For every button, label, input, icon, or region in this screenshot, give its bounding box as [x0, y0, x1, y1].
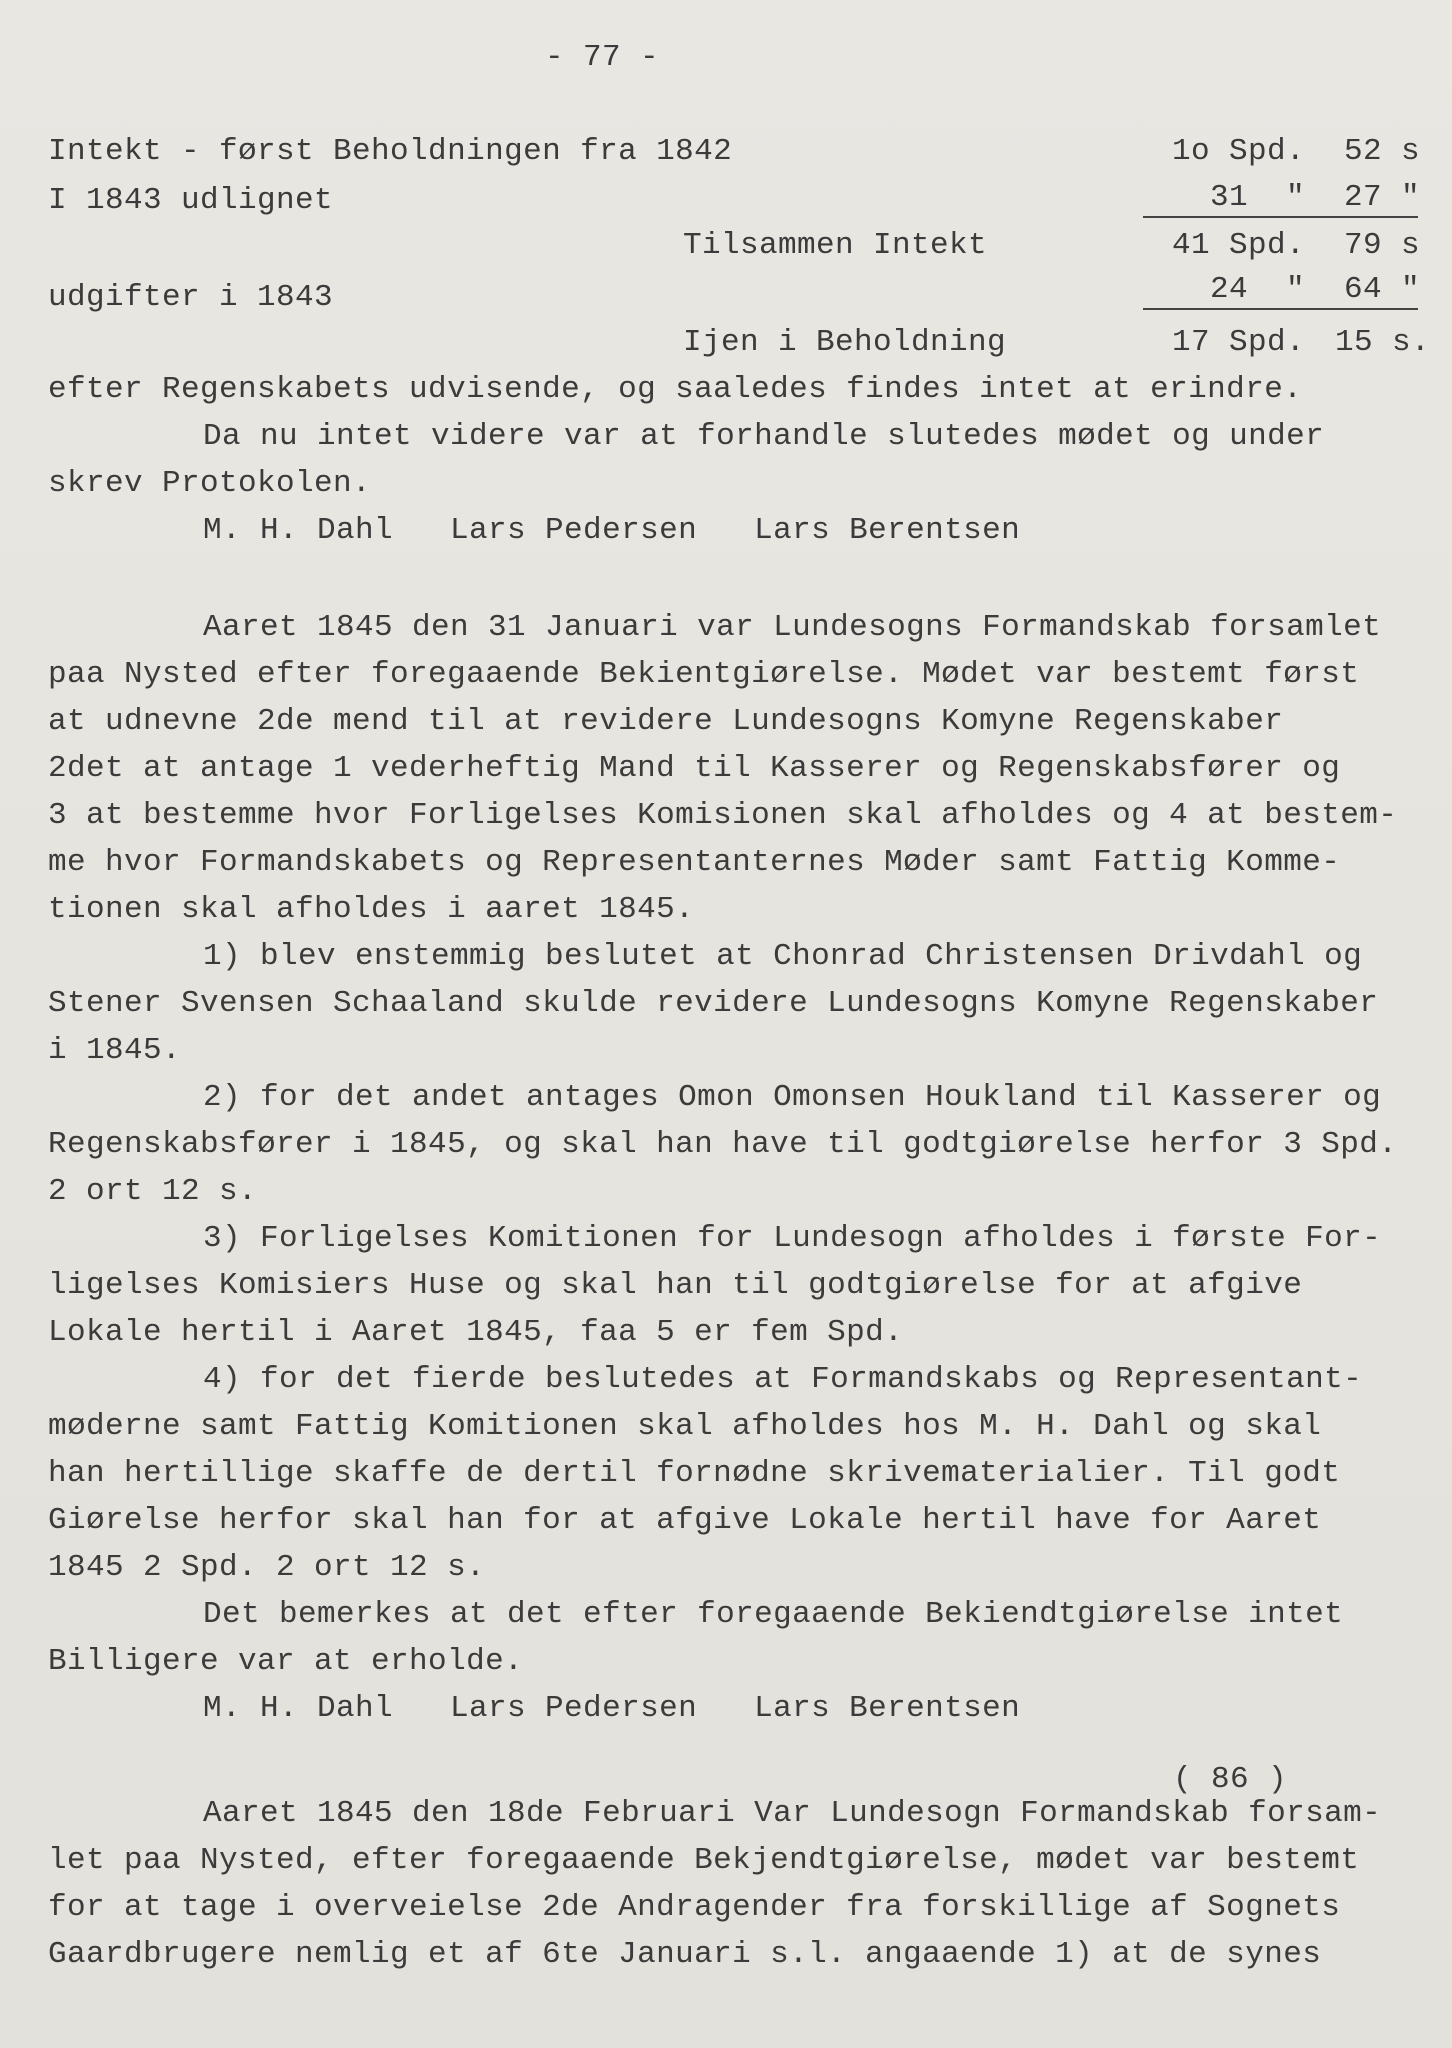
text-line: Stener Svensen Schaaland skulde revidere Lundesogns Komyne Regenskaber — [48, 986, 1379, 1021]
text-line: Lokale hertil i Aaret 1845, faa 5 er fem Spd. — [48, 1315, 904, 1350]
text-line: 1) blev enstemmig beslutet at Chonrad Christensen Drivdahl og — [203, 939, 1363, 974]
account-spd-beholdning: 1o Spd. — [1171, 134, 1305, 169]
text-line: Det bemerkes at det efter foregaaende Bekiendtgiørelse intet — [203, 1597, 1344, 1632]
text-line: Giørelse herfor skal han for at afgive Lokale hertil have for Aaret — [48, 1503, 1322, 1538]
signature-line: M. H. Dahl Lars Pedersen Lars Berentsen — [203, 1691, 1021, 1726]
text-line: han hertillige skaffe de dertil fornødne skrivematerialier. Til godt — [48, 1456, 1341, 1491]
text-line: 4) for det fierde beslutedes at Formandskabs og Representant- — [203, 1362, 1363, 1397]
account-label-udgifter: udgifter i 1843 — [48, 280, 334, 315]
text-line: paa Nysted efter foregaaende Bekientgiørelse. Mødet var bestemt først — [48, 657, 1360, 692]
signature-line: M. H. Dahl Lars Pedersen Lars Berentsen — [203, 513, 1021, 548]
text-line: let paa Nysted, efter foregaaende Bekjendtgiørelse, mødet var bestemt — [48, 1843, 1360, 1878]
text-line: ligelses Komisiers Huse og skal han til godtgiørelse for at afgive — [48, 1268, 1303, 1303]
text-line: Billigere var at erholde. — [48, 1644, 524, 1679]
text-line: 3) Forligelses Komitionen for Lundesogn afholdes i første For- — [203, 1221, 1382, 1256]
text-line: 1845 2 Spd. 2 ort 12 s. — [48, 1550, 486, 1585]
text-line: efter Regenskabets udvisende, og saaledes findes intet at erindre. — [48, 372, 1303, 407]
text-line: 2det at antage 1 vederheftig Mand til Kasserer og Regenskabsfører og — [48, 751, 1341, 786]
account-label-tilsammen: Tilsammen Intekt — [683, 228, 988, 263]
account-s-beholdning: 52 s — [1343, 134, 1420, 169]
page-number: - 77 - — [545, 40, 660, 75]
text-line: i 1845. — [48, 1033, 182, 1068]
text-line: skrev Protokolen. — [48, 466, 372, 501]
text-line: 2) for det andet antages Omon Omonsen Houkland til Kasserer og — [203, 1080, 1382, 1115]
text-line: Aaret 1845 den 31 Januari var Lundesogns Formandskab forsamlet — [203, 610, 1382, 645]
text-line: møderne samt Fattig Komitionen skal afholdes hos M. H. Dahl og skal — [48, 1409, 1322, 1444]
account-label-beholdning: Intekt - først Beholdningen fra 1842 — [48, 134, 733, 169]
account-spd-tilsammen: 41 Spd. — [1171, 228, 1305, 263]
text-line: tionen skal afholdes i aaret 1845. — [48, 892, 695, 927]
text-line: me hvor Formandskabets og Representanternes Møder samt Fattig Komme- — [48, 845, 1341, 880]
account-s-udgifter: 64 " — [1343, 272, 1420, 307]
text-line: Regenskabsfører i 1845, og skal han have til godtgiørelse herfor 3 Spd. — [48, 1127, 1398, 1162]
account-s-tilsammen: 79 s — [1343, 228, 1420, 263]
text-line: 2 ort 12 s. — [48, 1174, 258, 1209]
text-line: Gaardbrugere nemlig et af 6te Januari s.l. angaaende 1) at de synes — [48, 1937, 1322, 1972]
text-line: Da nu intet videre var at forhandle slutedes mødet og under — [203, 419, 1325, 454]
account-s-ijen: 15 s. — [1334, 325, 1430, 360]
account-label-ijen: Ijen i Beholdning — [683, 325, 1007, 360]
account-s-udlignet: 27 " — [1343, 180, 1420, 215]
account-label-udlignet: I 1843 udlignet — [48, 183, 334, 218]
text-line: 3 at bestemme hvor Forligelses Komisionen skal afholdes og 4 at bestem- — [48, 798, 1398, 833]
account-spd-ijen: 17 Spd. — [1171, 325, 1305, 360]
text-line: Aaret 1845 den 18de Februari Var Lundesogn Formandskab forsam- — [203, 1796, 1382, 1831]
account-spd-udlignet: 31 " — [1209, 180, 1305, 215]
folio-number: ( 86 ) — [1173, 1762, 1288, 1797]
account-spd-udgifter: 24 " — [1209, 272, 1305, 307]
text-line: for at tage i overveielse 2de Andragender fra forskillige af Sognets — [48, 1890, 1341, 1925]
text-line: at udnevne 2de mend til at revidere Lundesogns Komyne Regenskaber — [48, 704, 1284, 739]
